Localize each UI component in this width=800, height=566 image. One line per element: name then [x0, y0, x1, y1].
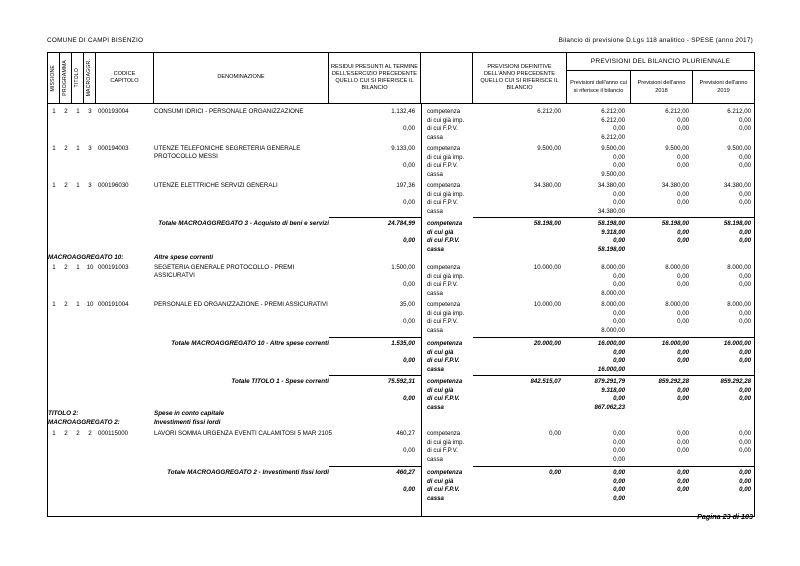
- cell-missione: 1: [52, 145, 56, 152]
- cell-anno-2019-stack: 8.000,00 0,00 0,00: [727, 301, 751, 326]
- section-head-value: Altre spese correnti: [154, 254, 214, 261]
- total-residui-stack: 1.535,00 0,00: [391, 340, 415, 365]
- page-footer: Pagina 23 di 103: [697, 512, 753, 521]
- cell-programma: 2: [64, 430, 68, 437]
- cell-row-labels: competenza di cui già imp. di cui F.P.V. cassa: [427, 182, 465, 215]
- total-row-labels: competenza di cui già di cui F.P.V. cassa: [427, 469, 463, 502]
- total-label: Totale MACROAGGREGATO 10 - Altre spese correnti: [171, 340, 329, 347]
- cell-residui-stack: 9.133,00 0,00: [391, 145, 415, 170]
- col-header-group-pluriennale: [567, 53, 754, 103]
- total-rule: [329, 337, 421, 338]
- cell-anno-2018-stack: 0,00 0,00 0,00: [677, 430, 689, 455]
- total-residui-stack: 24.784,99 0,00: [387, 220, 415, 245]
- cell-row-labels: competenza di cui già imp. di cui F.P.V. cassa: [427, 108, 465, 141]
- cell-titolo: 2: [76, 430, 80, 437]
- cell-titolo: 1: [76, 264, 80, 271]
- cell-denominazione: SEGETERIA GENERALE PROTOCOLLO - PREMI ASSICURATVI: [154, 264, 295, 280]
- cell-macroaggr: 10: [86, 264, 94, 271]
- cell-codice: 000191003: [98, 264, 129, 271]
- section-head-key: TITOLO 2:: [48, 410, 79, 417]
- total-anno-2018-stack: 16.000,00 0,00 0,00: [661, 340, 689, 365]
- cell-anno-2018-stack: 8.000,00 0,00 0,00: [665, 301, 689, 326]
- cell-titolo: 1: [76, 182, 80, 189]
- cell-row-labels: competenza di cui già imp. di cui F.P.V. cassa: [427, 430, 465, 463]
- cell-codice: 000196030: [98, 182, 129, 189]
- table-body: [48, 104, 754, 516]
- cell-denominazione: LAVORI SOMMA URGENZA EVENTI CALAMITOSI 5 MAR 2105: [154, 430, 332, 437]
- cell-row-labels: competenza di cui già imp. di cui F.P.V. cassa: [427, 301, 465, 334]
- cell-row-labels: competenza di cui già imp. di cui F.P.V. cassa: [427, 264, 465, 297]
- total-anno-2018-stack: 58.198,00 0,00 0,00: [661, 220, 689, 245]
- cell-macroaggr: 3: [88, 108, 92, 115]
- cell-missione: 1: [52, 301, 56, 308]
- total-anno-2019-stack: 0,00 0,00 0,00: [739, 469, 751, 494]
- total-row-labels: competenza di cui già di cui F.P.V. cassa: [427, 340, 463, 373]
- cell-anno-2019-stack: 8.000,00 0,00 0,00: [727, 264, 751, 289]
- cell-denominazione: UTENZE ELETTRICHE SERVIZI GENERALI: [154, 182, 278, 189]
- col-header-missione: MISSIONE: [48, 53, 60, 103]
- cell-missione: 1: [52, 264, 56, 271]
- total-anno-corrente-stack: 16.000,00 0,00 0,00 16.000,00: [597, 340, 625, 373]
- cell-macroaggr: 3: [88, 182, 92, 189]
- total-label: Totale MACROAGGREGATO 3 - Acquisto di beni e servizi: [158, 220, 329, 227]
- total-prev-def-stack: 20.000,00: [533, 340, 561, 347]
- cell-anno-2019-stack: 9.500,00 0,00 0,00: [727, 145, 751, 170]
- cell-titolo: 1: [76, 145, 80, 152]
- cell-prev-def-stack: 6.212,00: [537, 108, 561, 115]
- cell-denominazione: CONSUMI IDRICI - PERSONALE ORGANIZZAZIONE: [154, 108, 304, 115]
- total-rule: [473, 337, 754, 338]
- col-header-codice-capitolo: CODICE CAPITOLO: [96, 53, 154, 103]
- cell-codice: 000115000: [98, 430, 129, 437]
- cell-prev-def-stack: 10.000,00: [533, 301, 561, 308]
- cell-macroaggr: 10: [86, 301, 94, 308]
- cell-missione: 1: [52, 182, 56, 189]
- page-header: [47, 37, 753, 49]
- section-head-value: Investimenti fissi lordi: [154, 419, 221, 426]
- col-header-programma: PROGRAMMA: [60, 53, 72, 103]
- col-header-prev-2019: Previsioni dell'anno 2019: [699, 80, 748, 94]
- cell-macroaggr: 3: [88, 145, 92, 152]
- cell-denominazione: UTENZE TELEFONICHE SEGRETERIA GENERALE PROTOCOLLO MESSI: [154, 145, 301, 161]
- total-anno-corrente-stack: 58.198,00 9.318,00 0,00 58.198,00: [597, 220, 625, 253]
- cell-anno-corrente-stack: 0,00 0,00 0,00 0,00: [613, 430, 625, 463]
- cell-missione: 1: [52, 108, 56, 115]
- group-title-pluriennale: PREVISIONI DEL BILANCIO PLURIENNALE: [567, 53, 754, 71]
- cell-programma: 2: [64, 264, 68, 271]
- cell-residui-stack: 460,27 0,00: [396, 430, 415, 455]
- cell-codice: 000194003: [98, 145, 129, 152]
- cell-anno-corrente-stack: 9.500,00 0,00 0,00 9.500,00: [601, 145, 625, 178]
- col-header-titolo: TITOLO: [72, 53, 84, 103]
- cell-titolo: 1: [76, 301, 80, 308]
- cell-anno-corrente-stack: 34.380,00 0,00 0,00 34.380,00: [597, 182, 625, 215]
- total-anno-corrente-stack: 0,00 0,00 0,00 0,00: [613, 469, 625, 502]
- col-divider-1: [421, 104, 422, 516]
- cell-denominazione: PERSONALE ED ORGANIZZAZIONE - PREMI ASSICURATIVI: [154, 301, 328, 308]
- total-rule: [329, 466, 421, 467]
- cell-programma: 2: [64, 182, 68, 189]
- cell-programma: 2: [64, 301, 68, 308]
- section-head-key: MACROAGGREGATO 10:: [48, 254, 124, 261]
- total-rule: [473, 375, 754, 376]
- total-rule: [473, 217, 754, 218]
- total-label: Totale MACROAGGREGATO 2 - Investimenti fissi lordi: [167, 469, 329, 476]
- cell-codice: 000191004: [98, 301, 129, 308]
- cell-anno-corrente-stack: 8.000,00 0,00 0,00 8.000,00: [601, 301, 625, 334]
- municipality-name: COMUNE DI CAMPI BISENZIO: [47, 37, 144, 44]
- total-prev-def-stack: 842.515,07: [530, 378, 561, 385]
- cell-anno-2018-stack: 6.212,00 0,00 0,00: [665, 108, 689, 133]
- section-head-value: Spese in conto capitale: [154, 410, 224, 417]
- col-header-prev-2018: Previsioni dell'anno 2018: [631, 71, 693, 104]
- cell-codice: 000193004: [98, 108, 129, 115]
- total-anno-2019-stack: 16.000,00 0,00 0,00: [723, 340, 751, 365]
- cell-anno-2018-stack: 9.500,00 0,00 0,00: [665, 145, 689, 170]
- cell-residui-stack: 197,36 0,00: [396, 182, 415, 207]
- total-rule: [329, 375, 421, 376]
- total-anno-2018-stack: 859.292,28 0,00 0,00: [658, 378, 689, 403]
- cell-programma: 2: [64, 145, 68, 152]
- col-header-prev-anno-corrente: Previsioni dell'anno cui si riferisce il bilancio: [567, 71, 631, 104]
- cell-prev-def-stack: 10.000,00: [533, 264, 561, 271]
- report-title: Bilancio di previsione D.Lgs 118 analitico - SPESE (anno 2017): [558, 37, 753, 44]
- cell-residui-stack: 1.500,00 0,00: [391, 264, 415, 289]
- total-prev-def-stack: 0,00: [549, 469, 561, 476]
- cell-anno-2019-stack: 6.212,00 0,00 0,00: [727, 108, 751, 133]
- total-row-labels: competenza di cui già di cui F.P.V. cassa: [427, 378, 463, 411]
- total-residui-stack: 75.592,31 0,00: [387, 378, 415, 403]
- total-row-labels: competenza di cui già di cui F.P.V. cassa: [427, 220, 463, 253]
- cell-residui-stack: 1.132,46 0,00: [391, 108, 415, 133]
- budget-table: [47, 52, 755, 517]
- table-header-row: [48, 53, 754, 104]
- col-header-denominazione: DENOMINAZIONE: [154, 53, 329, 103]
- col-divider-2: [754, 104, 755, 516]
- col-header-previsioni-definitive: PREVISIONI DEFINITIVE DELL'ANNO PRECEDENTE QUELLO CUI SI RIFERISCE IL BILANCIO: [473, 53, 567, 103]
- total-anno-2018-stack: 0,00 0,00 0,00: [677, 469, 689, 494]
- cell-anno-2018-stack: 34.380,00 0,00 0,00: [661, 182, 689, 207]
- cell-prev-def-stack: 9.500,00: [537, 145, 561, 152]
- col-header-macroaggr: MACROAGGR.: [84, 53, 96, 103]
- total-prev-def-stack: 58.198,00: [533, 220, 561, 227]
- cell-anno-2019-stack: 34.380,00 0,00 0,00: [723, 182, 751, 207]
- col-header-residui: RESIDUI PRESUNTI AL TERMINE DELL'ESERCIZIO PRECEDENTE QUELLO CUI SI RIFERISCE IL BILANCIO: [329, 53, 421, 103]
- cell-anno-2019-stack: 0,00 0,00 0,00: [739, 430, 751, 455]
- col-header-spacer: [421, 53, 473, 103]
- cell-residui-stack: 35,00 0,00: [399, 301, 415, 326]
- total-anno-2019-stack: 58.198,00 0,00 0,00: [723, 220, 751, 245]
- cell-row-labels: competenza di cui già imp. di cui F.P.V. cassa: [427, 145, 465, 178]
- total-label: Totale TITOLO 1 - Spese correnti: [231, 378, 329, 385]
- cell-titolo: 1: [76, 108, 80, 115]
- section-head-key: MACROAGGREGATO 2:: [48, 419, 120, 426]
- cell-macroaggr: 2: [88, 430, 92, 437]
- cell-anno-corrente-stack: 6.212,00 6.212,00 0,00 6.212,00: [601, 108, 625, 141]
- total-anno-2019-stack: 859.292,28 0,00 0,00: [720, 378, 751, 403]
- cell-prev-def-stack: 34.380,00: [533, 182, 561, 189]
- cell-prev-def-stack: 0,00: [549, 430, 561, 437]
- cell-missione: 1: [52, 430, 56, 437]
- total-rule: [329, 217, 421, 218]
- total-rule: [473, 466, 754, 467]
- cell-anno-2018-stack: 8.000,00 0,00 0,00: [665, 264, 689, 289]
- cell-programma: 2: [64, 108, 68, 115]
- total-anno-corrente-stack: 879.291,79 9.318,00 0,00 867.062,23: [594, 378, 625, 411]
- total-residui-stack: 460,27 0,00: [396, 469, 415, 494]
- cell-anno-corrente-stack: 8.000,00 0,00 0,00 8.000,00: [601, 264, 625, 297]
